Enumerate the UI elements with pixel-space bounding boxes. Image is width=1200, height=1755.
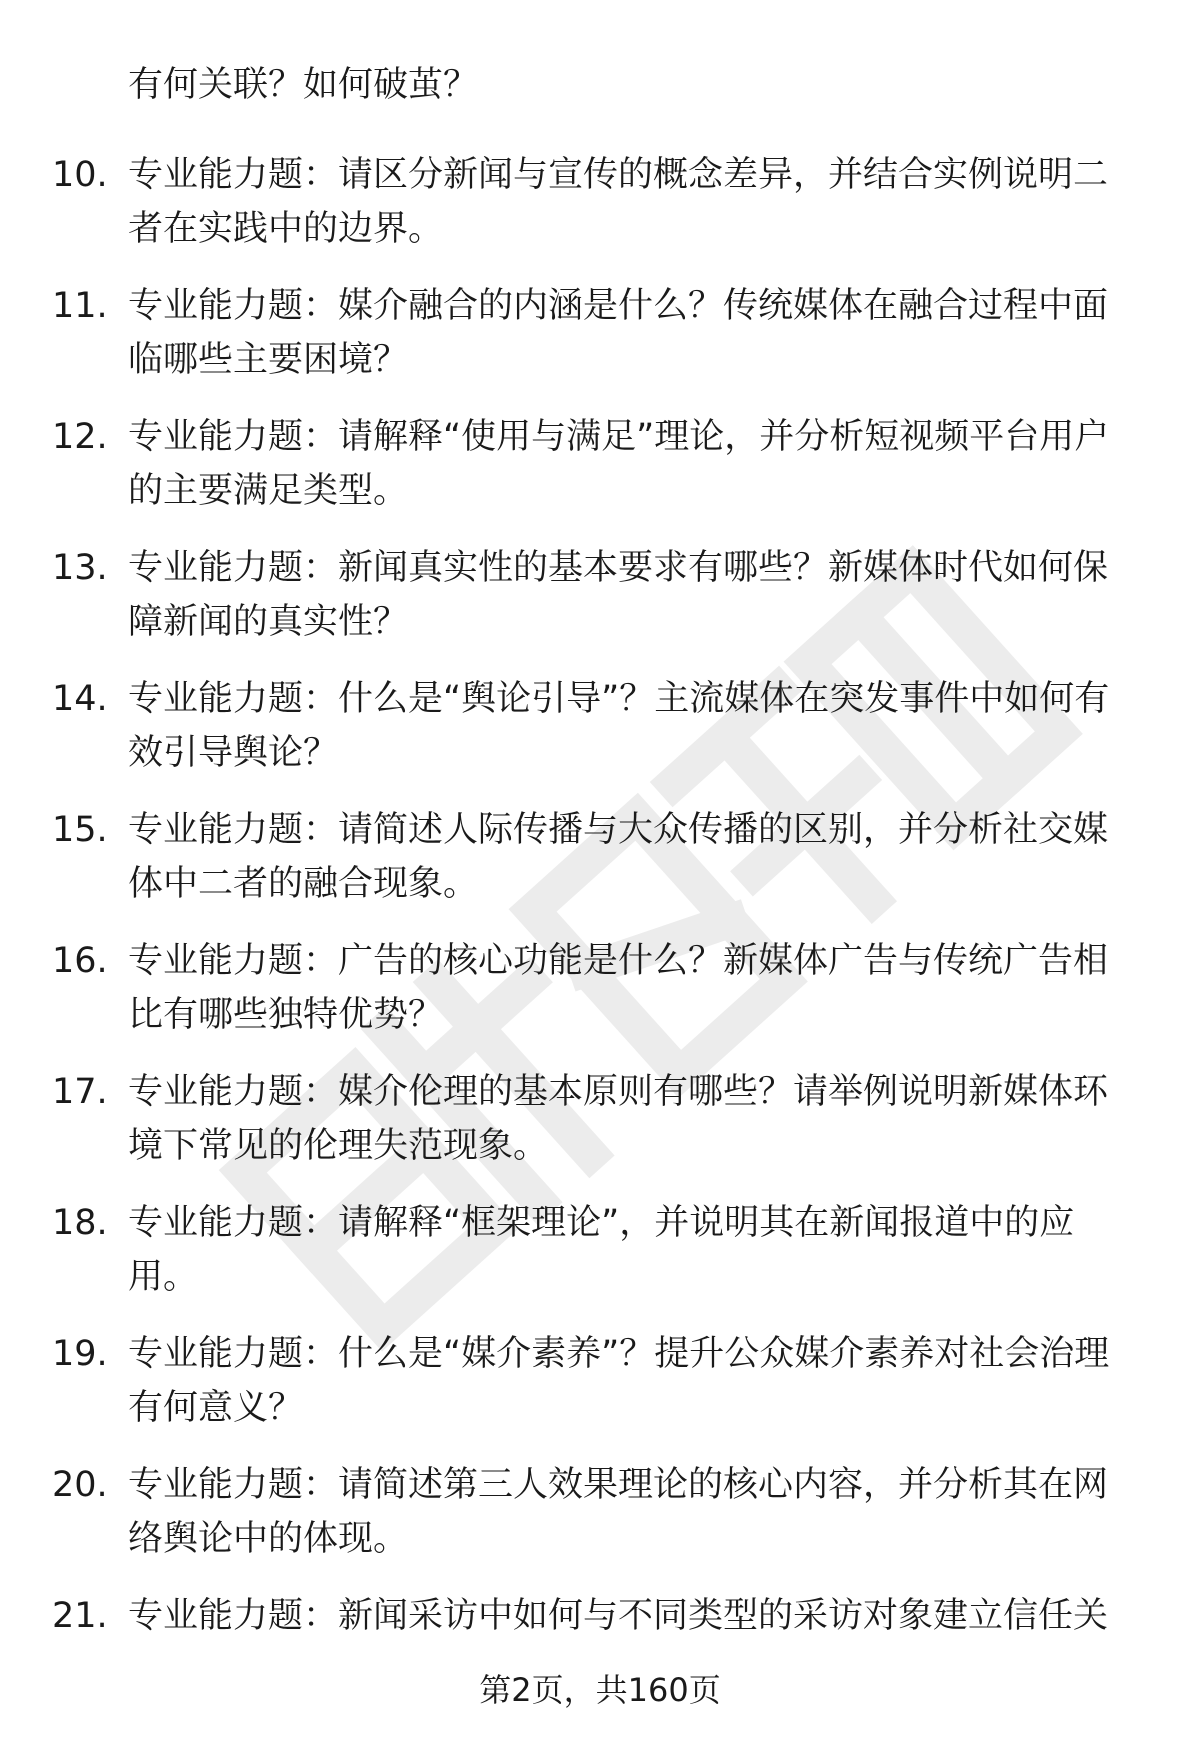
- question-text: 专业能力题：请区分新闻与宣传的概念差异，并结合实例说明二者在实践中的边界。: [128, 155, 1109, 249]
- question-item: [0, 148, 1200, 279]
- question-number: 13.: [52, 548, 108, 588]
- question-text: 专业能力题：新闻采访中如何与不同类型的采访对象建立信任关: [128, 1596, 1109, 1636]
- question-text: 专业能力题：广告的核心功能是什么？新媒体广告与传统广告相比有哪些独特优势？: [128, 941, 1109, 1035]
- question-item: [0, 934, 1200, 1065]
- question-text: 专业能力题：新闻真实性的基本要求有哪些？新媒体时代如何保障新闻的真实性？: [128, 548, 1109, 642]
- question-item: [0, 1327, 1200, 1458]
- continuation-text: 有何关联？如何破茧？: [128, 65, 479, 105]
- question-item: [0, 1458, 1200, 1589]
- question-number: 14.: [52, 679, 108, 719]
- question-number: 11.: [52, 286, 108, 326]
- question-item: [0, 803, 1200, 934]
- question-number: 21.: [52, 1596, 108, 1636]
- question-text: 专业能力题：媒介伦理的基本原则有哪些？请举例说明新媒体环境下常见的伦理失范现象。: [128, 1072, 1109, 1166]
- question-number: 17.: [52, 1072, 108, 1112]
- question-number: 10.: [52, 155, 108, 195]
- question-text: 专业能力题：什么是“舆论引导”？主流媒体在突发事件中如何有效引导舆论？: [128, 679, 1110, 773]
- question-number: 15.: [52, 810, 108, 850]
- question-text: 专业能力题：媒介融合的内涵是什么？传统媒体在融合过程中面临哪些主要困境？: [128, 286, 1109, 380]
- question-text: 专业能力题：请解释“使用与满足”理论，并分析短视频平台用户的主要满足类型。: [128, 417, 1110, 511]
- question-text: 专业能力题：什么是“媒介素养”？提升公众媒介素养对社会治理有何意义？: [128, 1334, 1110, 1428]
- question-item: [0, 1065, 1200, 1196]
- question-text: 专业能力题：请简述第三人效果理论的核心内容，并分析其在网络舆论中的体现。: [128, 1465, 1109, 1559]
- question-number: 20.: [52, 1465, 108, 1505]
- question-list: [0, 148, 1200, 1720]
- question-number: 16.: [52, 941, 108, 981]
- question-text: 专业能力题：请解释“框架理论”，并说明其在新闻报道中的应用。: [128, 1203, 1075, 1297]
- question-item: [0, 279, 1200, 410]
- question-text: 专业能力题：请简述人际传播与大众传播的区别，并分析社交媒体中二者的融合现象。: [128, 810, 1109, 904]
- question-number: 19.: [52, 1334, 108, 1374]
- question-item: [0, 1196, 1200, 1327]
- question-number: 18.: [52, 1203, 108, 1243]
- question-item: [0, 672, 1200, 803]
- page-number: 第2页，共160页: [479, 1671, 721, 1709]
- question-item: [0, 541, 1200, 672]
- question-item: [0, 410, 1200, 541]
- question-number: 12.: [52, 417, 108, 457]
